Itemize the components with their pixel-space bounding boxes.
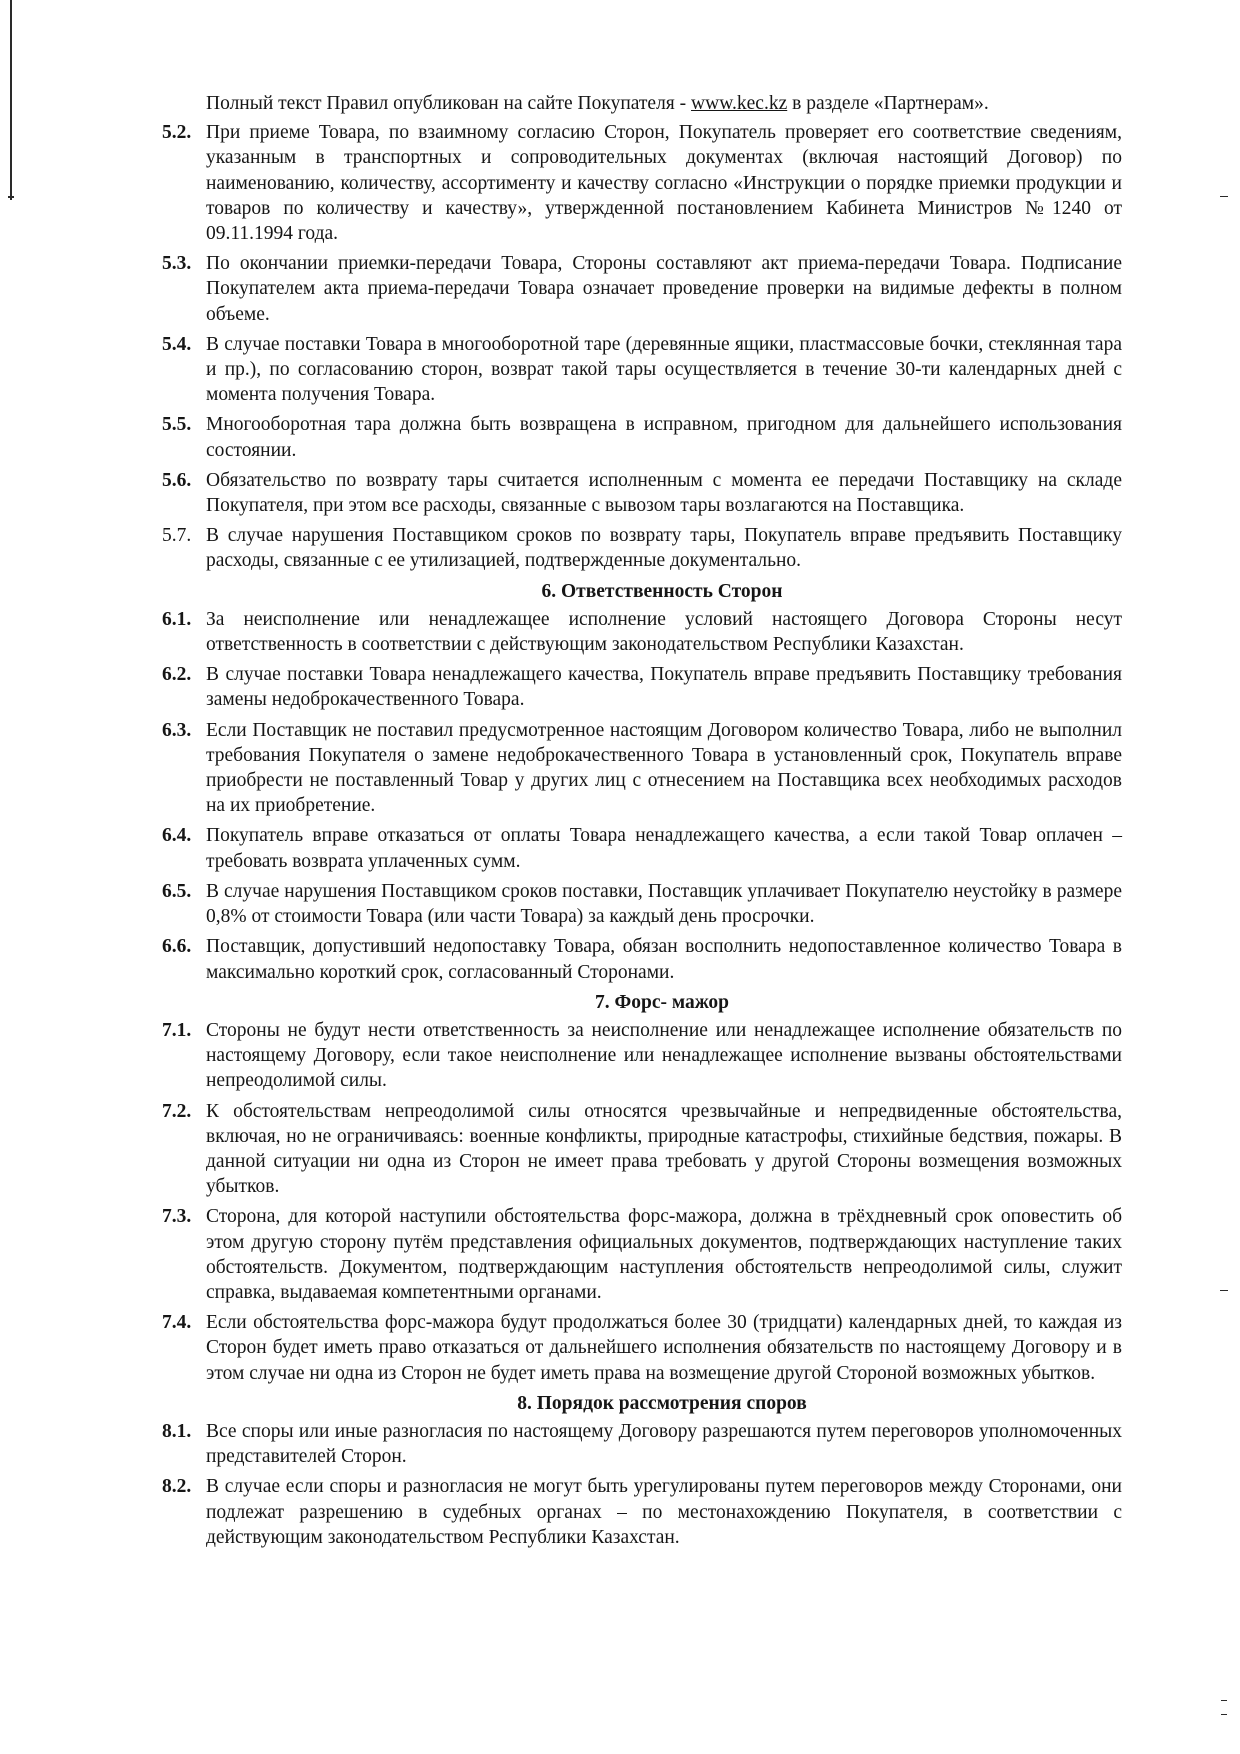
clause-number: 8.2. xyxy=(162,1476,192,1498)
clause-5-7 xyxy=(162,523,1122,573)
clause-text: По окончании приемки-передачи Товара, Стороны составляют акт приема-передачи Товара. Подписание Покупателем акта приема-передачи Товара означает проведение проверки на видимые дефекты в полном объеме. xyxy=(206,253,1122,325)
clause-6-1 xyxy=(162,607,1122,657)
scan-right-edge-mark xyxy=(1220,196,1228,197)
clause-8-2 xyxy=(162,1474,1122,1550)
clause-number: 5.4. xyxy=(162,333,192,355)
clause-number: 7.3. xyxy=(162,1206,192,1228)
clause-text: Многооборотная тара должна быть возвращена в исправном, пригодном для дальнейшего использования состоянии. xyxy=(206,414,1122,461)
clause-text: За неисполнение или ненадлежащее исполнение условий настоящего Договора Стороны несут ответственность в соответствии с действующим законодательством Республики Казахстан. xyxy=(206,608,1122,656)
document-page xyxy=(162,91,1122,1555)
intro-text-end: в разделе «Партнерам». xyxy=(787,93,989,114)
clause-6-2 xyxy=(162,662,1122,712)
clause-number: 7.1. xyxy=(162,1019,192,1041)
website-link[interactable]: www.kec.kz xyxy=(691,93,788,114)
section-title: 6. Ответственность Сторон xyxy=(541,580,783,602)
clause-number: 8.1. xyxy=(162,1420,192,1442)
clause-text: Поставщик, допустивший недопоставку Товара, обязан восполнить недопоставленное количество Товара в максимально короткий срок, согласованный Сторонами. xyxy=(206,936,1122,983)
intro-text: Полный текст Правил опубликован на сайте Покупателя - xyxy=(206,93,692,114)
scan-left-edge-line xyxy=(10,0,12,200)
clause-text: К обстоятельствам непреодолимой силы относятся чрезвычайные и непредвиденные обстоятельства, включая, но не ограничиваясь: военные конфликты, природные катастрофы, стихийные бедствия, пожары. В данной ситуации ни одна из Сторон не имеет права требовать у другой Стороны возмещения возможных убытков. xyxy=(206,1100,1122,1198)
clause-6-6 xyxy=(162,934,1122,984)
clause-text: Все споры или иные разногласия по настоящему Договору разрешаются путем переговоров уполномоченных представителей Сторон. xyxy=(206,1420,1122,1468)
clause-text: В случае поставки Товара в многооборотной таре (деревянные ящики, пластмассовые бочки, стеклянная тара и пр.), по согласованию сторон, возврат такой тары осуществляется в течение 30-ти календарных дней с момента получения Товара. xyxy=(206,333,1122,406)
clause-6-5 xyxy=(162,879,1122,929)
intro-paragraph xyxy=(162,91,1122,116)
clause-5-3 xyxy=(162,251,1122,327)
section-title: 8. Порядок рассмотрения споров xyxy=(517,1392,807,1414)
clause-number: 5.7. xyxy=(162,525,192,547)
section-5 xyxy=(162,120,1122,573)
clause-7-2 xyxy=(162,1099,1122,1200)
section-6 xyxy=(162,579,1122,985)
clause-text: Если обстоятельства форс-мажора будут продолжаться более 30 (тридцати) календарных дней, то каждая из Сторон будет иметь право отказаться от дальнейшего исполнения обязательств по настоящему Договору и в этом случае ни одна из Сторон не будет иметь права на возмещение другой Стороной возможных убытков. xyxy=(206,1312,1122,1384)
clause-5-6 xyxy=(162,468,1122,518)
clause-number: 5.6. xyxy=(162,469,192,491)
clause-text: Покупатель вправе отказаться от оплаты Товара ненадлежащего качества, а если такой Товар оплачен – требовать возврата уплаченных сумм. xyxy=(206,825,1122,872)
clause-number: 6.4. xyxy=(162,825,192,847)
clause-number: 5.5. xyxy=(162,414,192,436)
scan-left-edge-mark xyxy=(8,196,14,198)
clause-text: Стороны не будут нести ответственность за неисполнение или ненадлежащее исполнение обязательств по настоящему Договору, если такое неисполнение или ненадлежащее исполнение вызваны обстоятельствами непреодолимой силы. xyxy=(206,1019,1122,1092)
clause-7-3 xyxy=(162,1204,1122,1305)
clause-6-4 xyxy=(162,823,1122,873)
section-8 xyxy=(162,1391,1122,1550)
clause-5-5 xyxy=(162,412,1122,462)
clause-number: 5.2. xyxy=(162,122,192,144)
clause-text: Если Поставщик не поставил предусмотренное настоящим Договором количество Товара, либо не выполнил требования Покупателя о замене недоброкачественного Товара в установленный срок, Покупатель вправе приобрести не поставленный Товар у других лиц с отнесением на Поставщика всех необходимых расходов на их приобретение. xyxy=(206,719,1122,817)
clause-6-3 xyxy=(162,718,1122,819)
clause-5-2 xyxy=(162,120,1122,246)
clause-text: При приеме Товара, по взаимному согласию Сторон, Покупатель проверяет его соответствие сведениям, указанным в транспортных и сопроводительных документах (включая настоящий Договор) по наименованию, количеству, ассортименту и качеству согласно «Инструкции о порядке приемки продукции и товаров по количеству и качеству», утвержденной постановлением Кабинета Министров №1240 от 09.11.1994 года. xyxy=(206,122,1122,245)
clause-number: 6.2. xyxy=(162,664,192,686)
scan-right-edge-mark xyxy=(1221,1700,1227,1701)
clause-5-4 xyxy=(162,332,1122,408)
clause-number: 6.6. xyxy=(162,936,192,958)
clause-8-1 xyxy=(162,1419,1122,1469)
scan-right-edge-mark xyxy=(1221,1714,1227,1715)
clause-text: В случае нарушения Поставщиком сроков по возврату тары, Покупатель вправе предъявить Поставщику расходы, связанные с ее утилизацией, подтвержденные документально. xyxy=(206,525,1122,572)
clause-number: 7.2. xyxy=(162,1100,192,1122)
clause-number: 6.5. xyxy=(162,880,192,902)
clause-text: В случае если споры и разногласия не могут быть урегулированы путем переговоров между Сторонами, они подлежат разрешению в судебных органах – по местонахождению Покупателя, в соответствии с действующим законодательством Республики Казахстан. xyxy=(206,1476,1122,1548)
clause-text: В случае поставки Товара ненадлежащего качества, Покупатель вправе предъявить Поставщику требования замены недоброкачественного Товара. xyxy=(206,664,1122,711)
clause-number: 5.3. xyxy=(162,253,192,275)
clause-7-4 xyxy=(162,1310,1122,1386)
clause-text: Обязательство по возврату тары считается исполненным с момента ее передачи Поставщику на складе Покупателя, при этом все расходы, связанные с вывозом тары возлагаются на Поставщика. xyxy=(206,469,1122,517)
scan-right-edge-mark xyxy=(1220,1290,1228,1291)
clause-text: В случае нарушения Поставщиком сроков поставки, Поставщик уплачивает Покупателю неустойку в размере 0,8% от стоимости Товара (или части Товара) за каждый день просрочки. xyxy=(206,880,1122,928)
section-title: 7. Форс- мажор xyxy=(594,991,729,1013)
clause-number: 7.4. xyxy=(162,1312,192,1334)
clause-7-1 xyxy=(162,1018,1122,1094)
clause-text: Сторона, для которой наступили обстоятельства форс-мажора, должна в трёхдневный срок оповестить об этом другую сторону путём представления официальных документов, подтверждающих наступление таких обстоятельств. Документом, подтверждающим наступления обстоятельств непреодолимой силы, служит справка, выдаваемая компетентными органами. xyxy=(206,1206,1122,1303)
clause-number: 6.1. xyxy=(162,608,192,630)
section-7 xyxy=(162,990,1122,1386)
clause-number: 6.3. xyxy=(162,719,192,741)
